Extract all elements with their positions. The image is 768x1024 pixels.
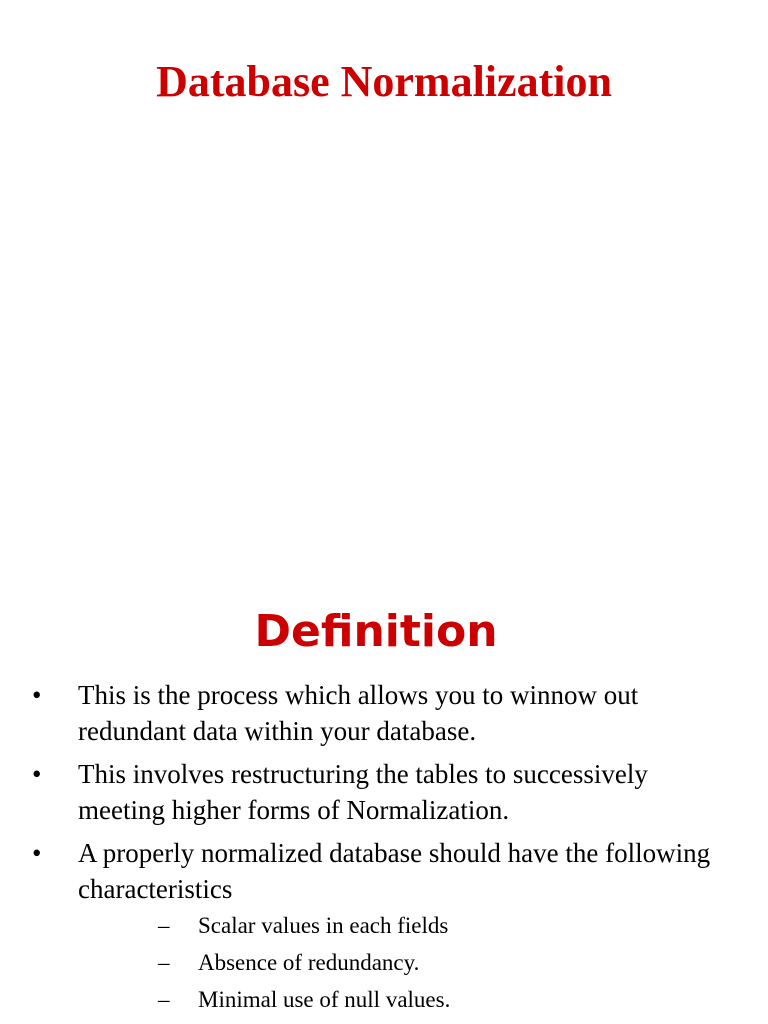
bullet-dot-icon: • <box>32 838 42 868</box>
sub-bullet-item <box>78 911 728 941</box>
bullet-text: A properly normalized database should have the following characteristics <box>78 838 711 904</box>
sub-bullet-text: Absence of redundancy. <box>198 950 420 975</box>
sub-bullet-item <box>78 985 728 1015</box>
section-title: Definition <box>254 606 498 657</box>
bullet-item <box>0 835 768 1015</box>
bullet-item <box>0 756 768 828</box>
bullet-text: This is the process which allows you to winnow out redundant data within your database. <box>78 680 639 746</box>
sub-bullet-item <box>78 948 728 978</box>
bullet-item <box>0 677 768 749</box>
dash-icon: – <box>158 913 170 938</box>
sub-bullet-list <box>78 911 728 1015</box>
bullet-dot-icon: • <box>32 680 42 710</box>
bullet-text: This involves restructuring the tables to successively meeting higher forms of Normalization. <box>78 759 648 825</box>
slide-title: Database Normalization <box>156 57 612 106</box>
bullet-list <box>0 677 768 1022</box>
dash-icon: – <box>158 987 170 1012</box>
sub-bullet-text: Minimal use of null values. <box>198 987 451 1012</box>
bullet-dot-icon: • <box>32 759 42 789</box>
sub-bullet-text: Scalar values in each fields <box>198 913 449 938</box>
dash-icon: – <box>158 950 170 975</box>
